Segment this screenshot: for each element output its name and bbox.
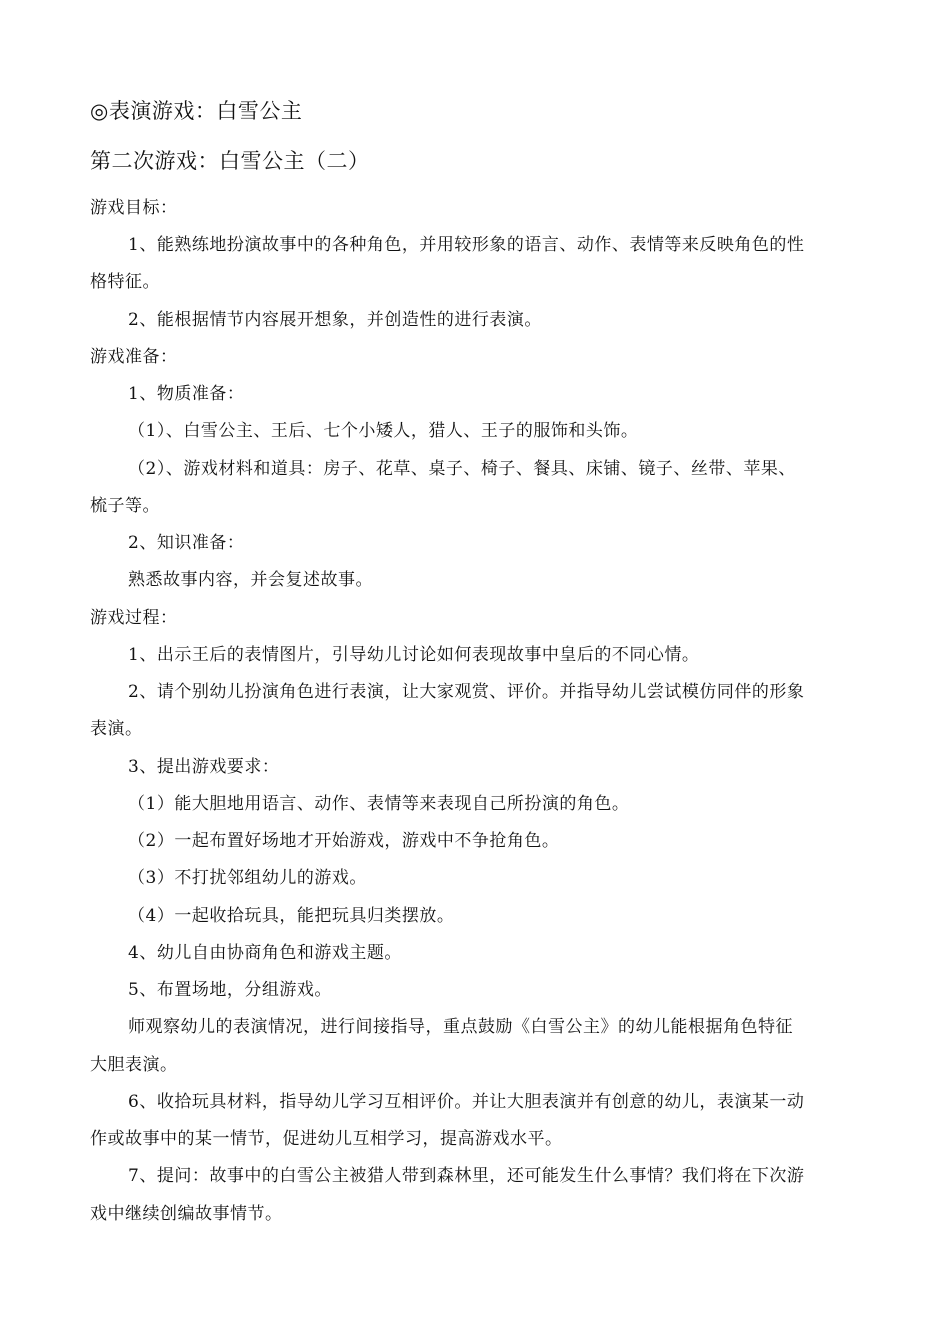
paragraph-line: 2、能根据情节内容展开想象，并创造性的进行表演。	[128, 310, 542, 330]
paragraph-line: 2、请个别幼儿扮演角色进行表演，让大家观赏、评价。并指导幼儿尝试模仿同伴的形象	[128, 682, 805, 702]
paragraph-line: 师观察幼儿的表演情况，进行间接指导，重点鼓励《白雪公主》的幼儿能根据角色特征	[128, 1017, 793, 1037]
paragraph-line: 梳子等。	[90, 496, 160, 516]
paragraph-line: （3）不打扰邻组幼儿的游戏。	[128, 868, 367, 888]
paragraph-line: 大胆表演。	[90, 1055, 178, 1075]
paragraph-line: 7、提问：故事中的白雪公主被猎人带到森林里，还可能发生什么事情？我们将在下次游	[128, 1166, 805, 1186]
paragraph-line: 作或故事中的某一情节，促进幼儿互相学习，提高游戏水平。	[90, 1129, 563, 1149]
paragraph-line: 1、能熟练地扮演故事中的各种角色，并用较形象的语言、动作、表情等来反映角色的性	[128, 235, 805, 255]
paragraph-line: 1、物质准备：	[128, 384, 245, 404]
paragraph-line: 4、幼儿自由协商角色和游戏主题。	[128, 943, 402, 963]
paragraph-line: （1）、白雪公主、王后、七个小矮人，猎人、王子的服饰和头饰。	[128, 421, 639, 441]
paragraph-line: 2、知识准备：	[128, 533, 245, 553]
document-subtitle: 第二次游戏：白雪公主（二）	[90, 149, 370, 173]
paragraph-line: 5、布置场地，分组游戏。	[128, 980, 332, 1000]
section-heading-goals: 游戏目标：	[90, 198, 178, 218]
paragraph-line: （2）、游戏材料和道具：房子、花草、桌子、椅子、餐具、床铺、镜子、丝带、苹果、	[128, 459, 796, 479]
paragraph-line: 6、收拾玩具材料，指导幼儿学习互相评价。并让大胆表演并有创意的幼儿，表演某一动	[128, 1092, 805, 1112]
paragraph-line: 3、提出游戏要求：	[128, 757, 280, 777]
paragraph-line: 1、出示王后的表情图片，引导幼儿讨论如何表现故事中皇后的不同心情。	[128, 645, 700, 665]
paragraph-line: 熟悉故事内容，并会复述故事。	[128, 570, 373, 590]
section-heading-process: 游戏过程：	[90, 608, 178, 628]
paragraph-line: 表演。	[90, 719, 143, 739]
paragraph-line: （2）一起布置好场地才开始游戏，游戏中不争抢角色。	[128, 831, 560, 851]
section-heading-preparation: 游戏准备：	[90, 347, 178, 367]
paragraph-line: 格特征。	[90, 272, 160, 292]
paragraph-line: （4）一起收拾玩具，能把玩具归类摆放。	[128, 906, 455, 926]
paragraph-line: （1）能大胆地用语言、动作、表情等来表现自己所扮演的角色。	[128, 794, 630, 814]
document-title: ◎表演游戏：白雪公主	[90, 99, 303, 123]
paragraph-line: 戏中继续创编故事情节。	[90, 1204, 283, 1224]
